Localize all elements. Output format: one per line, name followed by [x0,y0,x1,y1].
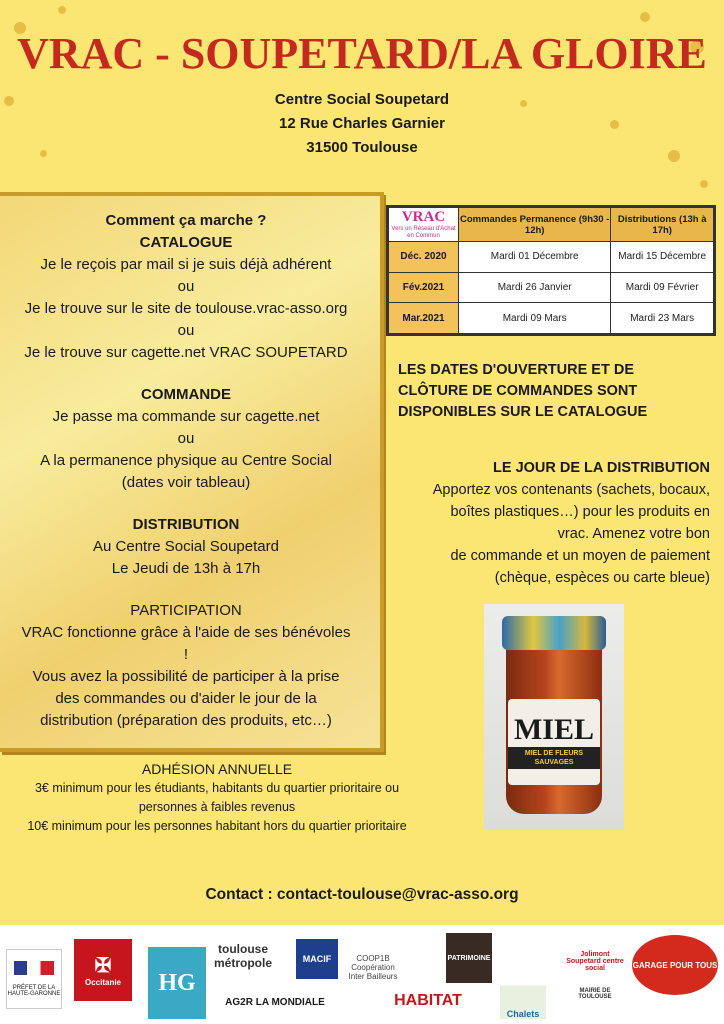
decor-dot [58,6,66,14]
catalogue-line: Je le trouve sur le site de toulouse.vrac-asso.org [24,300,348,317]
distribution-date-cell: Mardi 09 Février [611,272,714,303]
chalets-text: Chalets [506,1009,540,1019]
patrimoine-text: PATRIMOINE [447,954,491,962]
toulouse-metropole-logo [204,939,282,973]
column-header-commandes: Commandes Permanence (9h30 - 12h) [459,208,611,242]
adhesion-line: personnes à faibles revenus [138,800,296,814]
commande-line: Je passe ma commande sur cagette.net [52,408,320,425]
habitat-text: HABITAT [394,992,462,1009]
vrac-logo-text: VRAC [401,209,446,225]
distribution-day-heading: LE JOUR DE LA DISTRIBUTION [493,460,710,476]
participation-line: Vous avez la possibilité de participer à la prise [32,668,340,685]
distribution-heading: DISTRIBUTION [132,516,240,533]
coop1b-text: COOP1B Coopération Inter Bailleurs [348,953,398,981]
commande-date-cell: Mardi 26 Janvier [459,272,611,303]
prefet-text: PRÉFET DE LA HAUTE-GARONNE [7,985,61,997]
jar-lid [502,616,606,650]
distribution-day-line: de commande et un moyen de paiement [450,548,710,564]
catalogue-line: Je le trouve sur cagette.net VRAC SOUPETARD [24,344,348,361]
how-it-works-intro: Comment ça marche ? [105,212,267,229]
commande-date-cell: Mardi 01 Décembre [459,242,611,273]
patrimoine-logo [446,933,492,983]
french-flag-icon [14,961,54,975]
garage-pour-tous-logo [632,935,718,995]
distribution-day-block [392,457,710,545]
distribution-date-cell: Mardi 15 Décembre [611,242,714,273]
catalogue-line: Je le reçois par mail si je suis déjà adhérent [40,256,332,273]
macif-text: MACIF [302,954,332,964]
occitanie-logo [74,939,132,1001]
ag2r-text: AG2R LA MONDIALE [225,996,325,1008]
distribution-line: Le Jeudi de 13h à 17h [111,560,261,577]
page-title: VRAC - SOUPETARD/LA GLOIRE [17,29,707,78]
how-it-works-content [6,210,366,732]
distribution-day-line: (chèque, espèces ou carte bleue) [494,570,710,586]
hg-text: HG [158,969,196,996]
commande-or: ou [177,430,195,447]
adhesion-line: 3€ minimum pour les étudiants, habitants du quartier prioritaire ou [34,781,400,795]
adhesion-block [0,760,434,836]
catalogue-notice [398,360,718,423]
jolimont-text: Jolimont Soupetard centre social [566,950,624,972]
jar-label-band: MIEL DE FLEURS SAUVAGES [508,747,600,769]
month-cell: Déc. 2020 [389,242,459,273]
decor-dot [640,12,650,22]
commande-heading: COMMANDE [141,386,231,403]
occitan-cross-icon: ✠ [94,955,112,977]
vrac-logo [389,208,459,242]
distribution-day-block-cont [386,545,710,589]
distribution-day-line: Apportez vos contenants (sachets, bocaux, [432,482,710,498]
table-row [389,303,714,334]
catalogue-heading: CATALOGUE [139,234,233,251]
commande-line: A la permanence physique au Centre Social [40,452,332,469]
notice-line: CLÔTURE DE COMMANDES SONT [398,383,638,399]
habitat-logo [386,981,470,1021]
chalets-logo [500,963,546,1019]
address-line: 31500 Toulouse [306,139,418,156]
notice-line: DISPONIBLES SUR LE CATALOGUE [398,404,648,420]
garage-text: GARAGE POUR TOUS [632,960,718,970]
honey-jar-photo [484,604,624,830]
participation-line: des commandes ou d'aider le jour de la [55,690,317,707]
participation-line: VRAC fonctionne grâce à l'aide de ses bénévoles [21,624,351,641]
table-row [389,242,714,273]
partner-logos-strip [0,925,724,1024]
participation-heading: PARTICIPATION [130,602,242,619]
vrac-logo-subtitle: Vers un Réseau d'Achat en Commun [391,226,456,239]
month-cell: Fév.2021 [389,272,459,303]
catalogue-or: ou [177,322,195,339]
jar-label-title: MIEL [513,713,594,746]
adhesion-heading: ADHÉSION ANNUELLE [141,761,293,777]
contact-email[interactable]: contact-toulouse@vrac-asso.org [276,886,519,903]
participation-line: distribution (préparation des produits, etc…) [40,712,332,729]
macif-logo [296,939,338,979]
mairie-text: MAIRIE DE TOULOUSE [578,987,612,1000]
ag2r-logo [210,991,340,1013]
catalogue-or: ou [177,278,195,295]
schedule-table [386,205,716,336]
commande-date-cell: Mardi 09 Mars [459,303,611,334]
adhesion-line: 10€ minimum pour les personnes habitant hors du quartier prioritaire [27,819,407,833]
distribution-date-cell: Mardi 23 Mars [611,303,714,334]
prefet-logo [6,949,62,1009]
contact-label: Contact : [205,886,273,903]
jar-label [508,699,600,785]
notice-line: LES DATES D'OUVERTURE ET DE [398,362,635,378]
commande-line: (dates voir tableau) [121,474,251,491]
decor-dot [700,180,708,188]
jolimont-logo [566,935,624,1015]
distribution-line: Au Centre Social Soupetard [93,538,279,555]
address-line: Centre Social Soupetard [274,91,450,108]
column-header-distributions: Distributions (13h à 17h) [611,208,714,242]
toulouse-metropole-text: toulouse métropole [213,942,272,970]
occitanie-text: Occitanie [84,978,121,987]
haute-garonne-logo [148,947,206,1019]
contact-line [0,886,724,904]
participation-line: ! [183,646,189,663]
address-line: 12 Rue Charles Garnier [279,115,445,132]
table-row [389,272,714,303]
address-block [0,88,724,160]
distribution-day-line: boîtes plastiques…) pour les produits en [450,504,710,520]
month-cell: Mar.2021 [389,303,459,334]
distribution-day-line: vrac. Amenez votre bon [557,526,710,542]
